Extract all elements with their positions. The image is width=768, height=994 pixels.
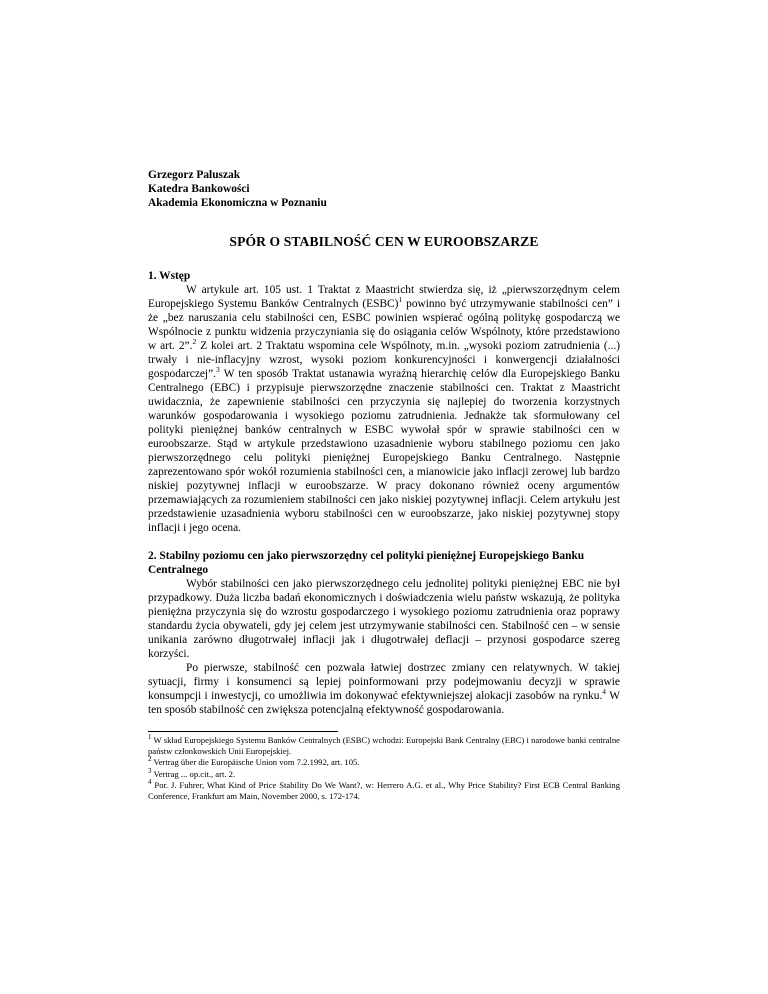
footnote-text: Por. J. Fuhrer, What Kind of Price Stability Do We Want?, w: Herrero A.G. et al., Why Price Stability? First ECB Central Banking Conference, Frankfurt am Main, November 2000, s. 172-174. — [148, 779, 620, 802]
footnote-number: 4 — [148, 777, 152, 786]
footnote-ref-2: 2 — [192, 337, 197, 347]
institution-name: Akademia Ekonomiczna w Poznaniu — [148, 197, 327, 209]
footnote-text: W skład Europejskiego Systemu Banków Centralnych (ESBC) wchodzi: Europejski Bank Centralny (EBC) i narodowe banki centralne państw członkowskich Unii Europejskiej. — [148, 735, 620, 757]
footnote-text: Vertrag über die Europäische Union vom 7.2.1992, art. 105. — [151, 757, 360, 768]
footnote-number: 3 — [148, 766, 152, 775]
text-run: W ten sposób stabilność cen zwiększa potencjalną efektywność gospodarowania. — [148, 690, 620, 716]
footnote-3 — [148, 766, 620, 780]
document-page — [148, 168, 620, 802]
section-2-heading: 2. Stabilny poziomu cen jako pierwszorzędny cel polityki pieniężnej Europejskiego Banku Centralnego — [148, 550, 585, 576]
section-1-paragraph — [148, 283, 620, 535]
text-run: W artykule art. 105 ust. 1 Traktat z Maastricht stwierdza się, iż „pierwszorzędnym celem Europejskiego Systemu Banków Centralnych (ESBC) — [148, 284, 620, 310]
footnote-ref-4: 4 — [602, 687, 607, 697]
article-title: SPÓR O STABILNOŚĆ CEN W EUROOBSZARZE — [229, 234, 539, 249]
footnote-2 — [148, 757, 620, 768]
footnote-number: 2 — [148, 755, 152, 764]
text-run: Z kolei art. 2 Traktatu wspomina cele Wspólnoty, m.in. „wysoki poziom zatrudnienia (...) trwały i nie-inflacyjny wzrost, wysoki poziom konkurencyjności i konwergencji działalności gospodarczej”. — [148, 340, 620, 380]
footnote-1 — [148, 735, 620, 757]
text-run: powinno być utrzymywanie stabilności cen” i że „bez naruszania celu stabilności cen, ESBC powinien wspierać ogólną politykę gospodarczą we Wspólnocie z punktu widzenia przyczyniania się do osiągania celów Wspólnoty, które przedstawiono w art. 2”. — [148, 298, 620, 352]
author-name: Grzegorz Paluszak — [148, 169, 241, 181]
text-run: W ten sposób Traktat ustanawia wyraźną hierarchię celów dla Europejskiego Banku Centralnego (EBC) i przypisuje pierwszorzędne znaczenie stabilności cen. Traktat z Maastricht uwidacznia, że zapewnienie stabilności cen przyczynia się najlepiej do tworzenia korzystnych warunków gospodarowania i wysokiego poziomu zatrudnienia. Jednakże tak sformułowany cel polityki pieniężnej banków centralnych w ESBC wywołał spór w sprawie stabilności cen w euroobszarze. Stąd w artykule przedstawiono uzasadnienie wyboru stabilnego poziomu cen jako pierwszorzędnego celu polityki pieniężnej Europejskiego Banku Centralnego. Następnie zaprezentowano spór wokół rozumienia stabilności cen, a mianowicie jako inflacji zerowej lub bardzo niskiej pozytywnej inflacji w euroobszarze. W pracy dokonano również oceny argumentów przemawiających za rozumieniem stabilności cen jako niskiej pozytywnej inflacji. Celem artykułu jest przedstawienie uzasadnienia wyboru stabilności cen w euroobszarze, jako niskiej pozytywnej stopy inflacji i jego ocena. — [148, 368, 620, 534]
section-2-paragraph-2 — [148, 661, 620, 717]
department-name: Katedra Bankowości — [148, 183, 250, 195]
footnote-text: Vertrag ... op.cit., art. 2. — [151, 768, 236, 779]
footnote-number: 1 — [148, 733, 152, 742]
footnote-4 — [148, 777, 620, 802]
footnote-separator — [148, 731, 338, 732]
footnote-ref-3: 3 — [216, 365, 220, 375]
text-run: Po pierwsze, stabilność cen pozwala łatwiej dostrzec zmiany cen relatywnych. W takiej sytuacji, firmy i konsumenci są lepiej poinformowani przy podejmowaniu decyzji w sprawie konsumpcji i inwestycji, co umożliwia im dokonywać efektywniejszej alokacji zasobów na rynku. — [148, 662, 620, 702]
section-2-paragraph-1: Wybór stabilności cen jako pierwszorzędnego celu jednolitej polityki pieniężnej EBC nie był przypadkowy. Duża liczba badań ekonomicznych i doświadczenia wielu państw wskazują, że polityka pieniężna przyczynia się do wzrostu gospodarczego i wysokiego poziomu zatrudnienia oraz poprawy standardu życia obywateli, gdy jej celem jest utrzymywanie stabilności cen. Stabilność cen – w sensie unikania zarówno długotrwałej inflacji jak i długotrwałej deflacji – przynosi gospodarce szereg korzyści. — [148, 578, 620, 660]
section-1-heading: 1. Wstęp — [148, 270, 191, 282]
footnote-ref-1: 1 — [398, 295, 403, 305]
